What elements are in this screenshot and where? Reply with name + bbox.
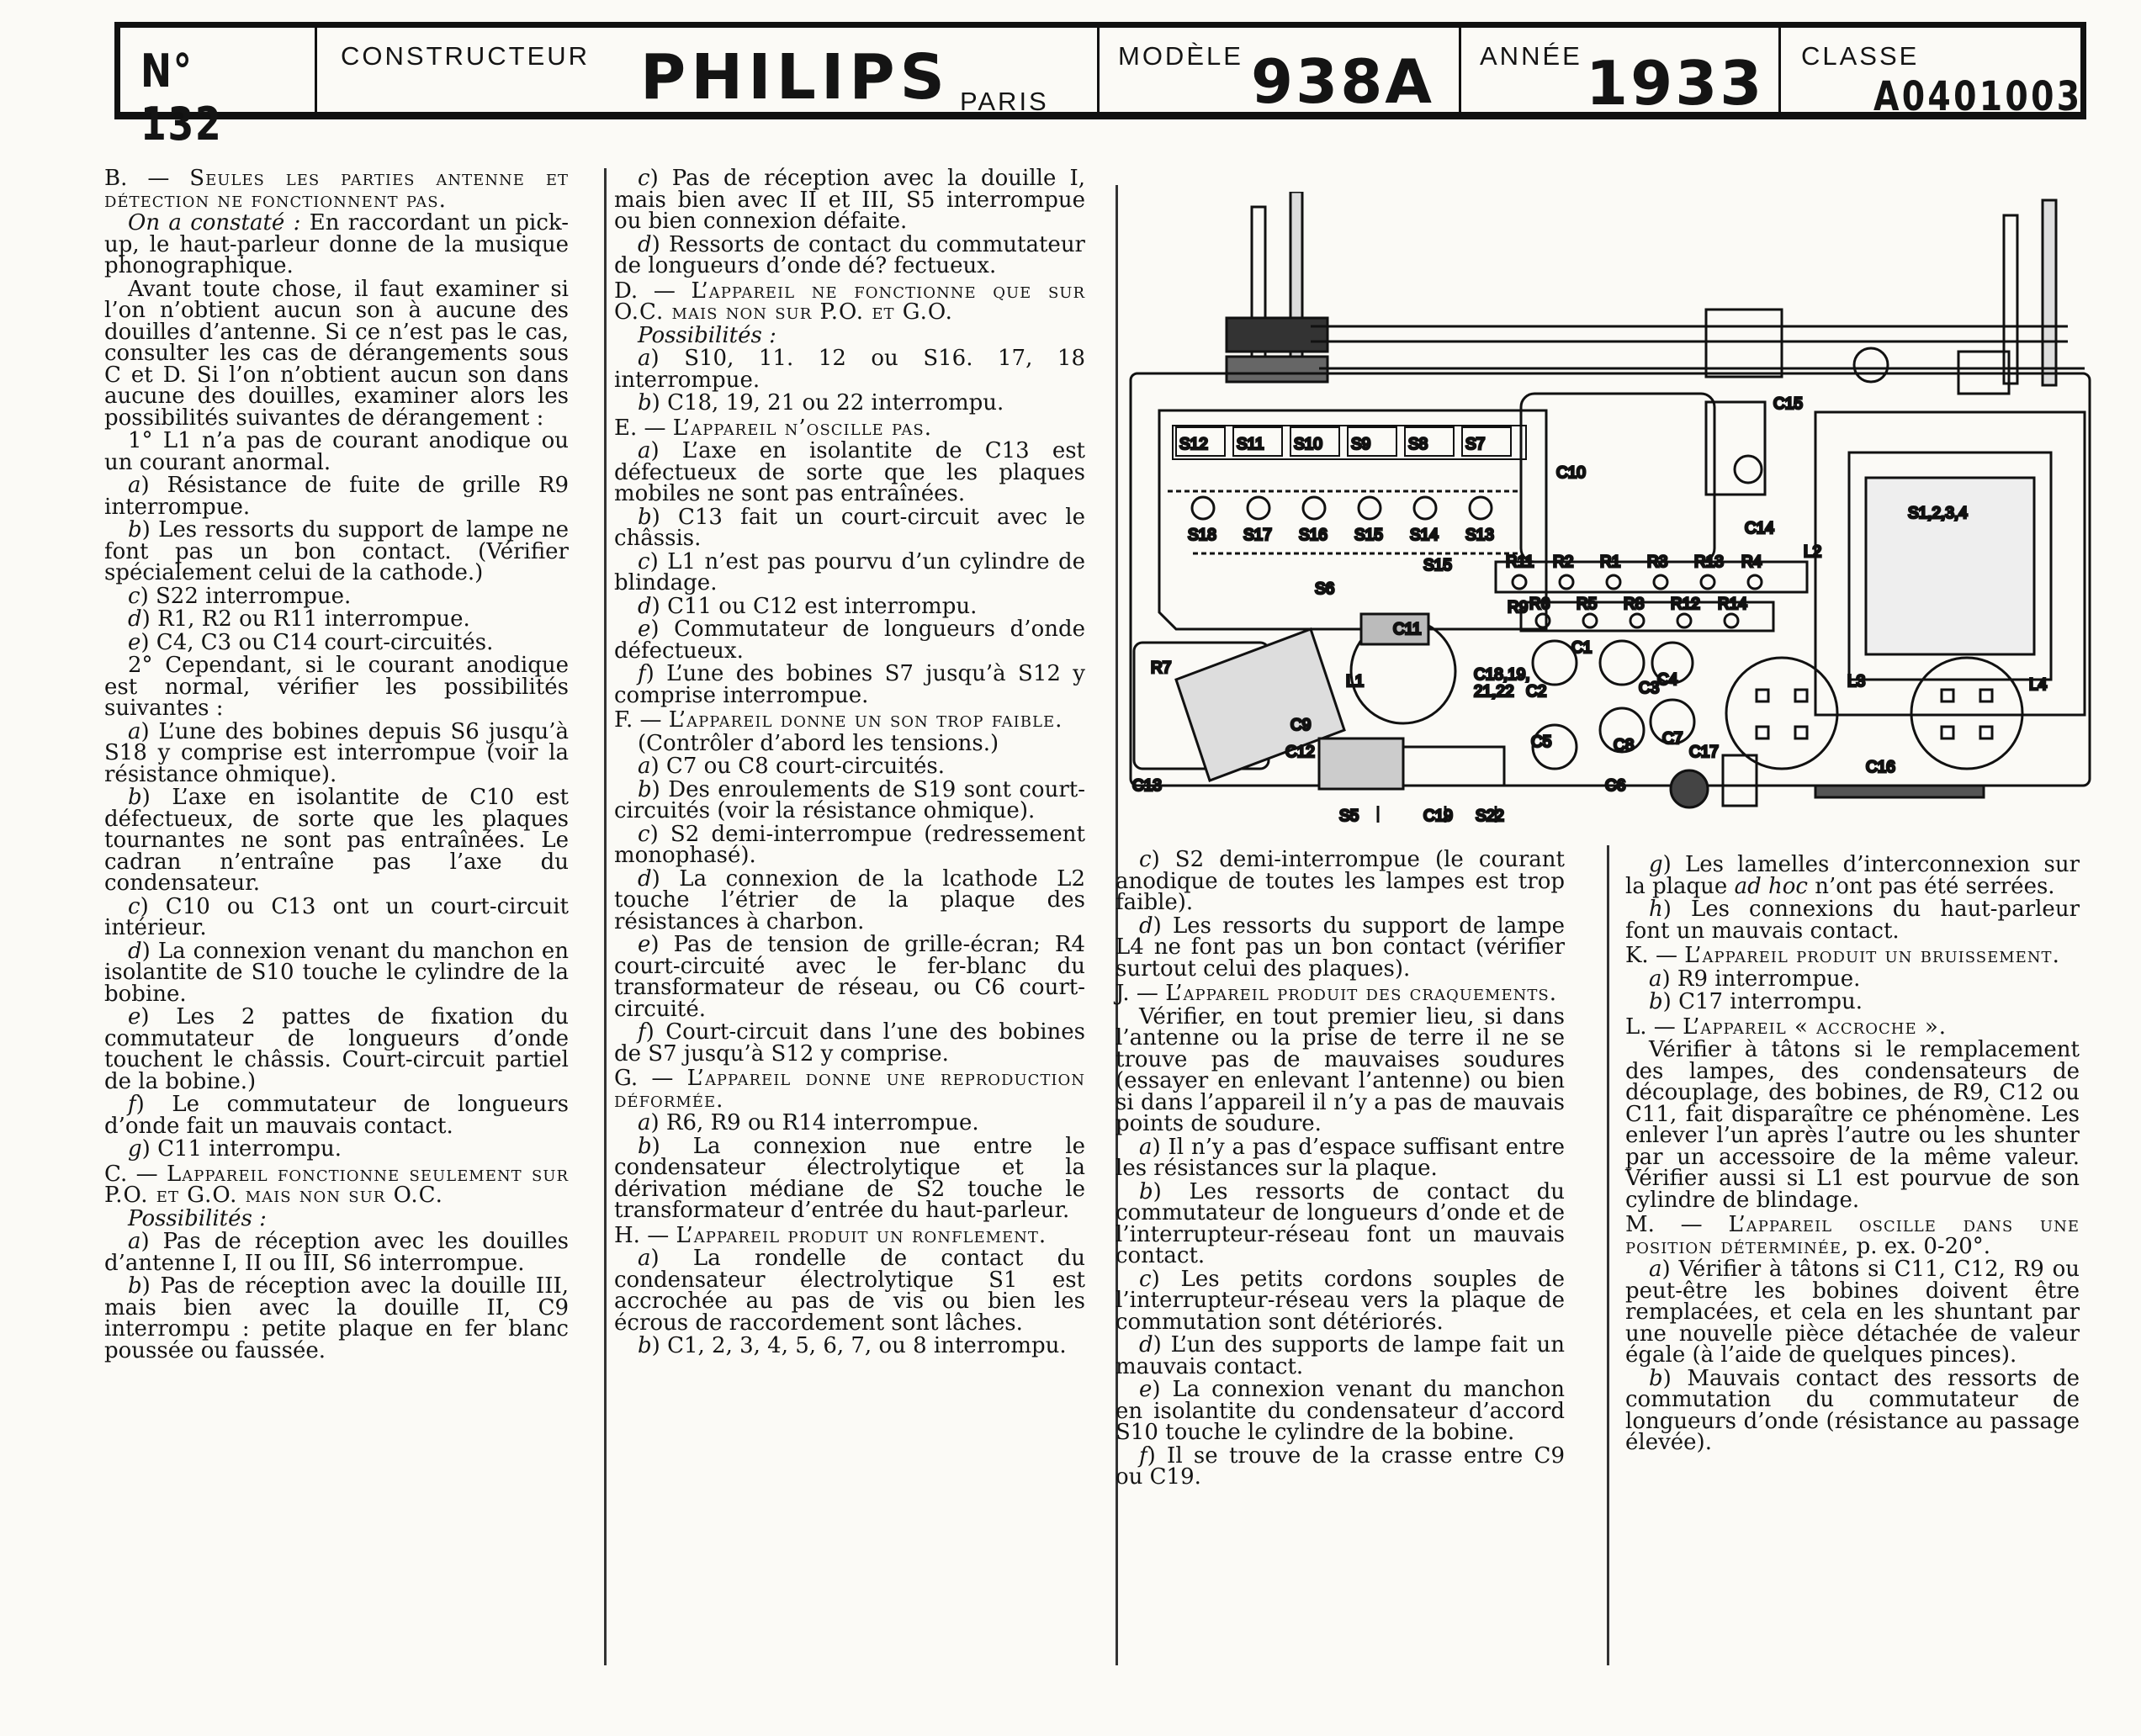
record-number-cell [120,28,317,151]
resistor-terminal [1630,614,1644,627]
resistor-label: R3 [1647,553,1668,571]
label-c14: C14 [1745,520,1774,537]
coil-terminal [1470,497,1492,519]
section-title: L’appareil produit un ronflement. [676,1222,1047,1248]
label-s15: S15 [1423,557,1452,574]
paragraph: b) Des enroulements de S19 sont court-circuités (voir la résistance ohmique). [614,776,1085,823]
paragraph: d) Ressorts de contact du commutateur de longueurs d’onde dé? fectueux. [614,231,1085,278]
paragraph: a) C7 ou C8 court-circuités. [638,754,945,779]
paragraph: a) Résistance de fuite de grille R9 interrompue. [104,473,569,520]
section-heading [614,707,1085,733]
section-heading [614,1068,1085,1111]
switch-label: S9 [1351,436,1371,453]
paragraph: b) Les ressorts du support de lampe ne font pas un bon contact. (Vérifier spécialement celui de la cathode.) [104,517,569,585]
section-title-tail: p. ex. 0-20°. [1849,1233,1991,1259]
paragraph: b) Mauvais contact des ressorts de commutation du commutateur de longueurs d’onde (résistance au passage élevée). [1625,1365,2080,1455]
paragraph: e) Pas de tension de grille-écran; R4 court-circuité avec le fer-blanc du transformateur de réseau, ou C6 court-circuité. [614,932,1085,1022]
record-header [114,22,2086,151]
section-letter: L. — [1625,1014,1676,1040]
classe-cell [1781,28,2083,120]
label-c1: C1 [1571,639,1593,657]
record-number: N° 132 [140,45,223,151]
c9-trimmer [1319,738,1403,789]
paragraph: b) C13 fait un court-circuit avec le châssis. [614,504,1085,551]
resistor-terminal [1560,575,1573,589]
label-c12: C12 [1285,744,1315,761]
column-divider [1607,845,1609,1665]
section-letter: J. — [1116,981,1158,1006]
paragraph: d) R1, R2 ou R11 interrompue. [128,606,470,632]
paragraph: c) S22 interrompue. [128,583,352,609]
resistor-terminal [1677,614,1691,627]
section-title: L’appareil produit des craquements. [1165,981,1557,1006]
paragraph: d) La connexion venant du manchon en isolantite de S10 touche le cylindre de la bobine. [104,938,569,1007]
coil-label: S14 [1410,527,1439,544]
section-title: L’appareil produit un bruissement. [1684,943,2060,968]
paragraph: b) C1, 2, 3, 4, 5, 6, 7, ou 8 interrompu. [638,1333,1067,1358]
section-title: L’appareil oscille dans une position déterminée, [1625,1212,2080,1259]
switch-label: S12 [1179,436,1208,453]
resistor-label: R4 [1741,553,1762,571]
label-c10: C10 [1556,464,1586,482]
label-r7: R7 [1151,659,1172,677]
section-letter: H. — [614,1222,670,1248]
classe-label: CLASSE [1801,41,1920,71]
label-l4: L4 [2029,676,2048,694]
paragraph: f) Le commutateur de longueurs d’onde fait un mauvais contact. [104,1092,569,1139]
resistor-terminal [1701,575,1714,589]
coil-label: S17 [1243,527,1272,544]
speaker-terminal [1815,786,1984,797]
paragraph: (Contrôler d’abord les tensions.) [638,730,999,756]
label-c19: C19 [1423,807,1453,825]
paragraph: a) R6, R9 ou R14 interrompue. [638,1110,979,1135]
section-letter: G. — [614,1066,674,1091]
section-title: Seules les parties antenne et détection ne fonctionnent pas. [104,166,569,213]
resistor-terminal [1725,614,1738,627]
subheading: Possibilités : [638,322,776,348]
paragraph: c) S2 demi-interrompue (redressement monophasé). [614,821,1085,868]
annee-label: ANNÉE [1480,41,1582,71]
section-heading [614,1222,1085,1248]
section-heading [104,168,569,211]
paragraph: d) L’un des supports de lampe fait un mauvais contact. [1116,1332,1565,1379]
resistor-terminal [1583,614,1597,627]
modele-cell [1100,28,1461,117]
switch-label: S7 [1465,436,1486,453]
label-c5: C5 [1531,733,1552,751]
paragraph: e) Les 2 pattes de fixation du commutateur de longueurs d’onde touchent le châssis. Court-circuit partiel de la bobine.) [104,1004,569,1094]
section-heading [104,1161,570,1208]
label-l1: L1 [1346,673,1365,691]
section-title: Lappareil fonctionne seulement sur P.O. et G.O. mais non sur O.C. [104,1161,570,1208]
label-s5: S5 [1339,807,1359,825]
switch-label: S10 [1294,436,1322,453]
label-c3: C3 [1639,680,1660,697]
label-c7: C7 [1662,730,1683,748]
resistor-terminal [1748,575,1762,589]
coil-label: S13 [1465,527,1494,544]
paragraph: d) Les ressorts du support de lampe L4 ne font pas un bon contact (vérifier surtout celui des plaques). [1116,913,1565,982]
section-letter: F. — [614,707,662,733]
resistor-label: R6 [1529,595,1550,613]
chassis-diagram [1126,192,2095,833]
paragraph: a) L’une des bobines depuis S6 jusqu’à S18 y comprise est interrompue (voir la résistance ohmique). [104,718,569,787]
resistor-label: R11 [1506,553,1534,571]
paragraph: e) La connexion venant du manchon en isolantite du condensateur d’accord S10 touche le cylindre de la bobine. [1116,1377,1565,1445]
coil-terminal [1414,497,1436,519]
constructeur-label: CONSTRUCTEUR [341,41,591,71]
section-letter: D. — [614,278,676,304]
paragraph: f) L’une des bobines S7 jusqu’à S12 y comprise interrompue. [614,661,1085,708]
resistor-label: R1 [1600,553,1621,571]
paragraph: e) C4, C3 ou C14 court-circuités. [128,629,494,655]
modele-value: 938A [1251,46,1435,117]
paragraph: a) S10, 11. 12 ou S16. 17, 18 interrompue. [614,346,1085,393]
tuning-shafts [1227,192,2056,385]
annee-cell [1461,28,1781,119]
label-c11: C11 [1393,621,1422,638]
paragraph: a) La rondelle de contact du condensateur électrolytique S1 est accrochée au pas de vis ou bien les écrous de raccordement sont lâches. [614,1246,1085,1336]
paragraph: h) Les connexions du haut-parleur font un mauvais contact. [1625,897,2080,944]
l4-socket [1911,658,2022,769]
brand-name: PHILIPS [640,41,950,114]
label-s22: S22 [1476,807,1504,825]
paragraph: Vérifier, en tout premier lieu, si dans l’antenne ou la prise de terre il ne se trouve pas de mauvaises soudures (essayer en enlevant l’antenne) ou bien si dans l’appareil il n’y a pas de mauvais points de soudure. [1116,1003,1565,1136]
paragraph: b) Pas de réception avec la douille III, mais bien avec la douille II, C9 interrompu : petite plaque en fer blanc poussée ou faussée. [104,1273,569,1363]
text-column-3 [1116,849,1565,1490]
section-title: L’appareil donne une reproduction déformée. [614,1066,1086,1113]
dial-pulley [1706,310,1782,377]
paragraph: Avant toute chose, il faut examiner si l’on n’obtient aucun son à aucune des douilles d’antenne. Si ce n’est pas le cas, consulter les cas de dérangements sous C et D. Si l’on n’obtient aucun son dans aucune des douilles, examiner alors les possibilités suivantes de dérangement : [104,276,569,431]
coil-terminal [1303,497,1325,519]
resistor-label: R14 [1718,595,1747,613]
paragraph: a) R9 interrompue. [1649,966,1861,992]
section-heading [1625,1014,2080,1040]
paragraph: g) C11 interrompu. [128,1136,342,1162]
label-s6: S6 [1315,580,1335,598]
label-c15: C15 [1773,395,1803,413]
section-title: L’appareil « accroche ». [1683,1014,1948,1040]
classe-value: A0401003 [1873,73,2083,120]
paragraph: 2° Cependant, si le courant anodique est normal, vérifier les possibilités suivantes : [104,653,569,721]
section-title: L’appareil n’oscille pas. [672,415,933,441]
paragraph: b) C17 interrompu. [1649,989,1863,1014]
label-c16: C16 [1866,759,1895,776]
paragraph: b) C18, 19, 21 ou 22 interrompu. [638,390,1004,415]
coil-terminal [1248,497,1269,519]
paragraph: f) Il se trouve de la crasse entre C9 ou C19. [1116,1442,1565,1490]
section-title: L’appareil ne fonctionne que sur O.C. mais non sur P.O. et G.O. [614,278,1086,325]
label-c6: C6 [1605,777,1626,795]
label-c8: C8 [1614,737,1635,754]
paragraph: c) Les petits cordons souples de l’interrupteur-réseau vers la plaque de commutation sont détériorés. [1116,1266,1565,1335]
section-letter: E. — [614,415,666,441]
modele-label: MODÈLE [1118,41,1243,71]
paragraph: a) Pas de réception avec les douilles d’antenne I, II ou III, S6 interrompue. [104,1229,569,1276]
text-column-4 [1625,852,2080,1456]
label-r9: R9 [1508,599,1529,617]
annee-value: 1933 [1586,48,1765,119]
paragraph: c) L1 n’est pas pourvu d’un cylindre de blindage. [614,548,1085,595]
paragraph: f) Court-circuit dans l’une des bobines de S7 jusqu’à S12 y comprise. [614,1019,1085,1066]
resistor-label: R5 [1577,595,1598,613]
coil-label: S15 [1354,527,1383,544]
label-c17: C17 [1689,744,1719,761]
resistor-label: R13 [1694,553,1724,571]
paragraph: d) C11 ou C12 est interrompu. [638,593,978,619]
c17-condenser [1723,755,1757,806]
switch-label: S11 [1237,436,1264,453]
paragraph: On a constaté : En raccordant un pick-up, le haut-parleur donne de la musique phonographique. [104,210,569,278]
resistor-label: R12 [1671,595,1700,613]
text-column-1 [104,165,569,1363]
resistor-label: R8 [1624,595,1645,613]
paragraph: c) Pas de réception avec la douille I, mais bien avec II et III, S5 interrompue ou bien connexion défaite. [614,166,1085,234]
coil-label: S18 [1188,527,1216,544]
c10-condenser [1521,394,1714,562]
column-divider [604,168,607,1665]
brand-city: PARIS [960,87,1049,116]
switch-label: S8 [1408,436,1428,453]
constructeur-cell [317,28,1100,116]
section-letter: B. — [104,166,170,191]
coil-label: S16 [1299,527,1328,544]
section-heading [614,278,1086,325]
paragraph: c) S2 demi-interrompue (le courant anodique de toutes les lampes est trop faible). [1116,847,1565,915]
coil-terminal [1192,497,1214,519]
paragraph: e) Commutateur de longueurs d’onde défectueux. [614,617,1085,664]
label-c18: C18,19, [1474,666,1530,684]
section-letter: C. — [104,1161,158,1187]
resistor-terminal [1607,575,1620,589]
paragraph: a) L’axe en isolantite de C13 est défectueux de sorte que les plaques mobiles ne sont pas entraînées. [614,438,1085,506]
paragraph: b) L’axe en isolantite de C10 est défectueux, de sorte que les plaques tournantes ne sont pas entraînées. Le cadran n’entraîne pas l’axe du condensateur. [104,785,569,896]
paragraph: 1° L1 n’a pas de courant anodique ou un courant anormal. [104,428,569,475]
resistor-terminal [1513,575,1526,589]
paragraph: a) Vérifier à tâtons si C11, C12, R9 ou peut-être les bobines doivent être remplacées, et cela en les shuntant par une nouvelle pièce détachée de valeur égale (à l’aide de quelques pinces). [1625,1257,2080,1368]
paragraph: g) Les lamelles d’interconnexion sur la plaque ad hoc n’ont pas été serrées. [1625,852,2080,899]
paragraph: c) C10 ou C13 ont un court-circuit intérieur. [104,893,569,940]
section-letter: K. — [1625,943,1677,968]
paragraph: Vérifier à tâtons si le remplacement des lampes, des condensateurs de découplage, des bobines, de R9, C12 ou C11, fait disparaître ce phénomène. Les enlever l’un après l’autre ou les shunter par un accessoire de la même valeur. Vérifier aussi si L1 est pourvue de son cylindre de blindage. [1625,1037,2080,1213]
label-l3: L3 [1847,673,1866,691]
label-c2122: 21,22 [1474,683,1514,701]
drive-pulley [1854,348,1888,382]
subheading: Possibilités : [128,1205,267,1231]
resistor-terminal [1536,614,1550,627]
resistor-terminal [1654,575,1667,589]
label-c2: C2 [1526,683,1547,701]
label-l2: L2 [1804,543,1822,561]
label-s1234: S1,2,3,4 [1908,505,1968,522]
paragraph: b) Les ressorts de contact du commutateur de longueurs d’onde et de l’interrupteur-réseau font un mauvais contact. [1116,1178,1565,1268]
section-heading [1116,983,1565,1005]
coil-terminal [1359,497,1381,519]
l3-socket [1726,658,1837,769]
section-heading [1625,945,2080,967]
label-c4: C4 [1657,671,1678,689]
label-c9: C9 [1290,717,1312,734]
label-c13: C13 [1132,777,1162,795]
paragraph: b) La connexion nue entre le condensateur électrolytique et la dérivation médiane de S2 touche le transformateur d’entrée du haut-parleur. [614,1133,1085,1223]
section-heading [1625,1212,2080,1259]
section-letter: M. — [1625,1212,1703,1237]
text-column-2 [614,168,1085,1359]
paragraph: a) Il n’y a pas d’espace suffisant entre les résistances sur la plaque. [1116,1134,1565,1181]
paragraph: d) La connexion de la lcathode L2 touche l’étrier de la plaque des résistances à charbon. [614,865,1085,934]
resistor-label: R2 [1553,553,1574,571]
section-title: L’appareil donne un son trop faible. [668,707,1063,733]
section-heading [614,415,1085,441]
